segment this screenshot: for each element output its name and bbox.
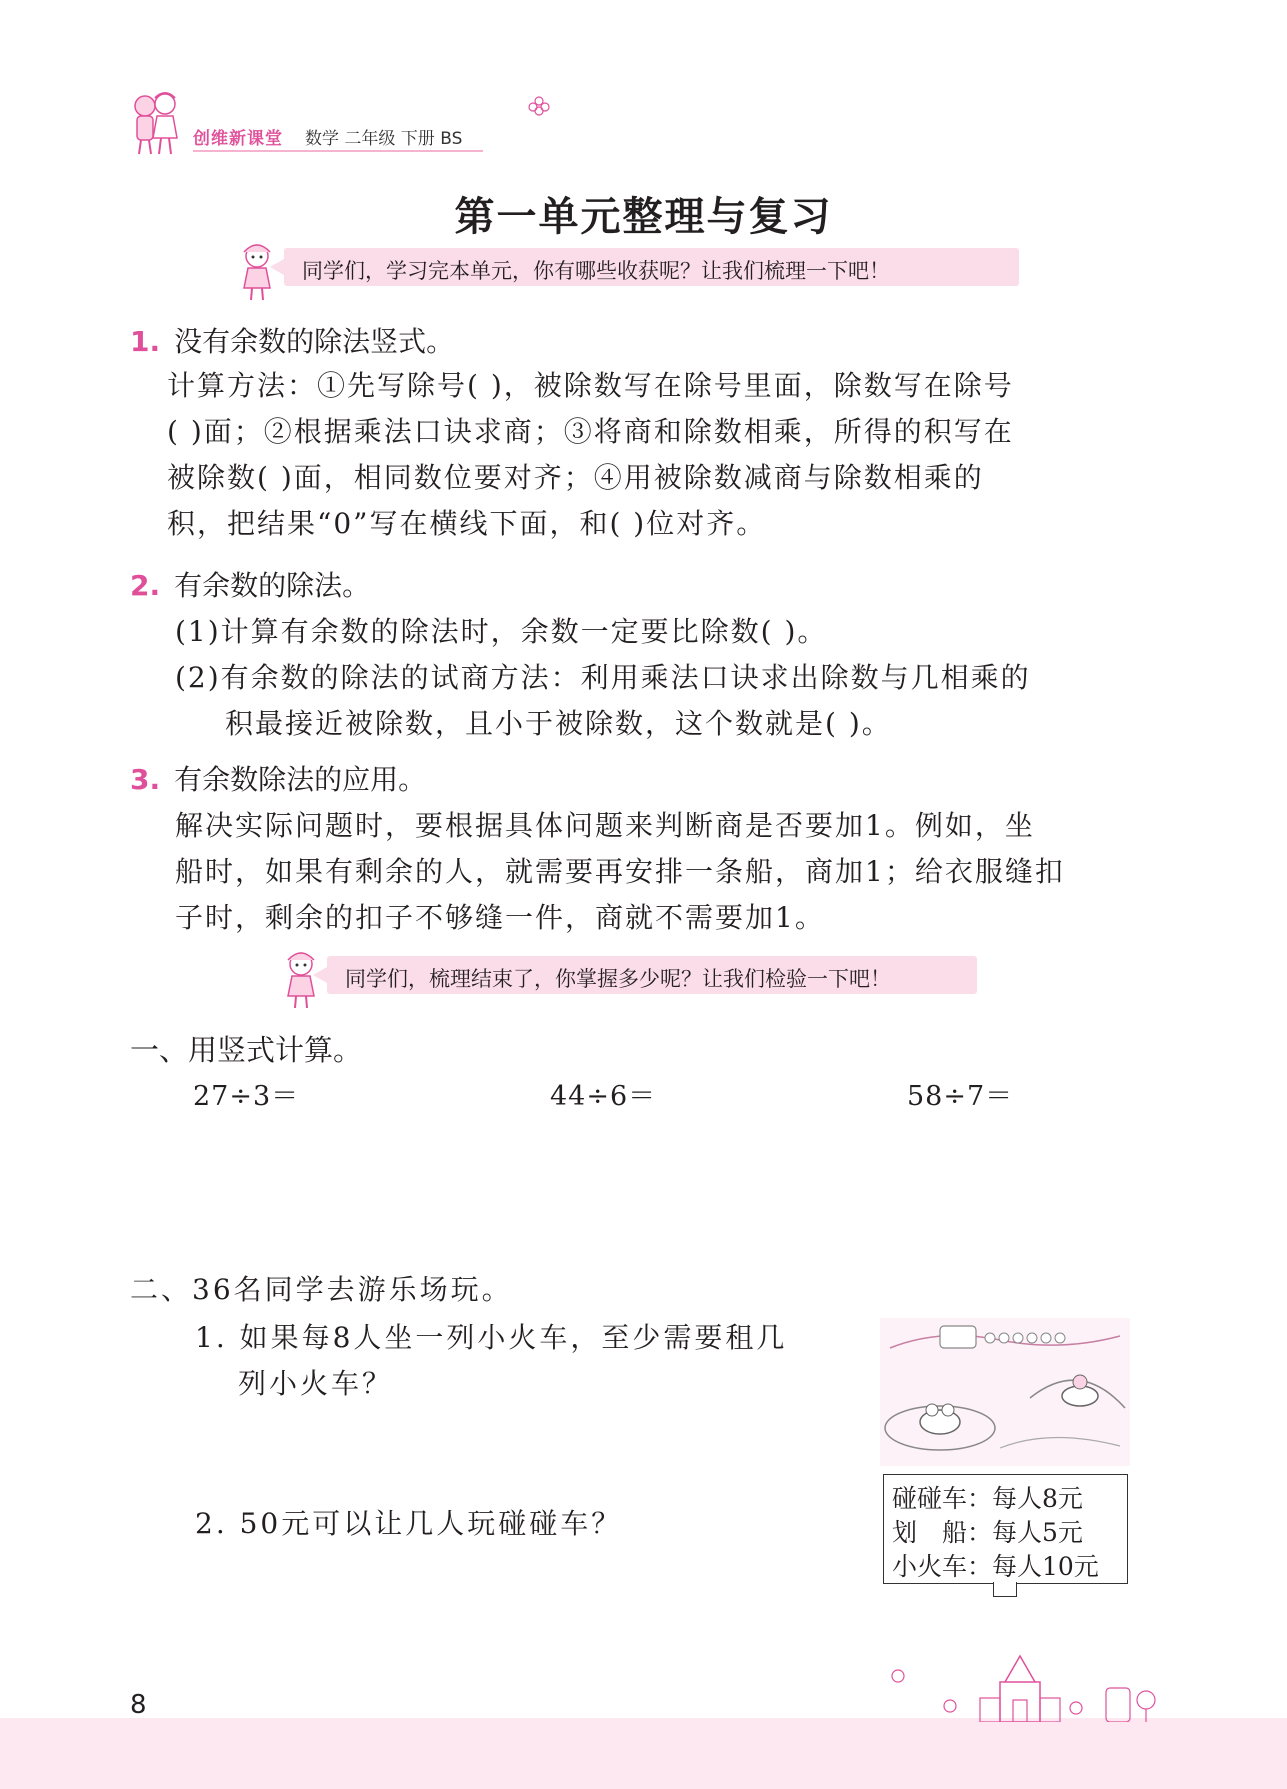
calc-problem: 44÷6＝ (550, 1081, 657, 1112)
summary-line: 计算方法：①先写除号( )，被除数写在除号里面，除数写在除号 (167, 369, 1014, 402)
tip-banner-review (284, 248, 1019, 286)
footer-band (0, 1718, 1287, 1789)
price-list-box (883, 1474, 1128, 1584)
page-title: 第一单元整理与复习 (454, 194, 833, 240)
banner-text: 同学们，学习完本单元，你有哪些收获呢？让我们梳理一下吧！ (302, 259, 890, 283)
kids-logo-icon (125, 88, 185, 156)
banner-pointer (313, 967, 327, 983)
section-heading-3 (130, 758, 426, 798)
section-number: 2. (130, 569, 161, 602)
tip-banner-practice (327, 956, 977, 994)
section-title: 有余数的除法。 (174, 569, 371, 602)
summary-line: (1)计算有余数的除法时，余数一定要比除数( )。 (175, 615, 828, 648)
flower-icon (528, 96, 550, 116)
amusement-park-illustration (880, 1318, 1130, 1466)
summary-line: 解决实际问题时，要根据具体问题来判断商是否要加1。例如，坐 (175, 809, 1035, 842)
question-1-line: 1. 如果每8人坐一列小火车，至少需要租几 (195, 1321, 788, 1354)
question-1-line: 列小火车？ (238, 1367, 394, 1400)
summary-line: 积，把结果“0”写在横线下面，和( )位对齐。 (167, 507, 767, 540)
price-item: 碰碰车：每人8元 (892, 1484, 1083, 1513)
summary-line: 船时，如果有剩余的人，就需要再安排一条船，商加1；给衣服缝扣 (175, 855, 1065, 888)
summary-line: ( )面；②根据乘法口诀求商；③将商和除数相乘，所得的积写在 (167, 415, 1014, 448)
question-2: 2. 50元可以让几人玩碰碰车？ (195, 1507, 623, 1540)
summary-line: 子时，剩余的扣子不够缝一件，商就不需要加1。 (175, 901, 825, 934)
castle-decoration-icon (880, 1648, 1160, 1722)
section-number: 1. (130, 325, 161, 358)
exercise-1-heading: 一、用竖式计算。 (130, 1033, 363, 1067)
section-heading-2 (130, 564, 370, 604)
calc-problem: 27÷3＝ (193, 1081, 300, 1112)
banner-text: 同学们，梳理结束了，你掌握多少呢？让我们检验一下吧！ (345, 967, 891, 991)
sign-post (993, 1582, 1017, 1597)
page-number: 8 (130, 1690, 147, 1720)
section-number: 3. (130, 763, 161, 796)
page-header (125, 88, 545, 158)
header-divider (193, 150, 483, 152)
exercise-2-heading: 二、36名同学去游乐场玩。 (130, 1273, 513, 1306)
price-item: 划 船：每人5元 (892, 1518, 1083, 1547)
section-title: 没有余数的除法竖式。 (174, 325, 455, 358)
banner-pointer (270, 259, 284, 275)
summary-line: 积最接近被除数，且小于被除数，这个数就是( )。 (225, 707, 892, 740)
section-heading-1 (130, 320, 454, 360)
summary-line: (2)有余数的除法的试商方法：利用乘法口诀求出除数与几相乘的 (175, 661, 1031, 694)
calc-problem: 58÷7＝ (907, 1081, 1014, 1112)
book-info: 数学 二年级 下册 BS (305, 129, 463, 149)
brand-name: 创维新课堂 (193, 129, 283, 149)
summary-line: 被除数( )面，相同数位要对齐；④用被除数减商与除数相乘的 (167, 461, 984, 494)
price-item: 小火车：每人10元 (892, 1552, 1099, 1581)
section-title: 有余数除法的应用。 (174, 763, 427, 796)
